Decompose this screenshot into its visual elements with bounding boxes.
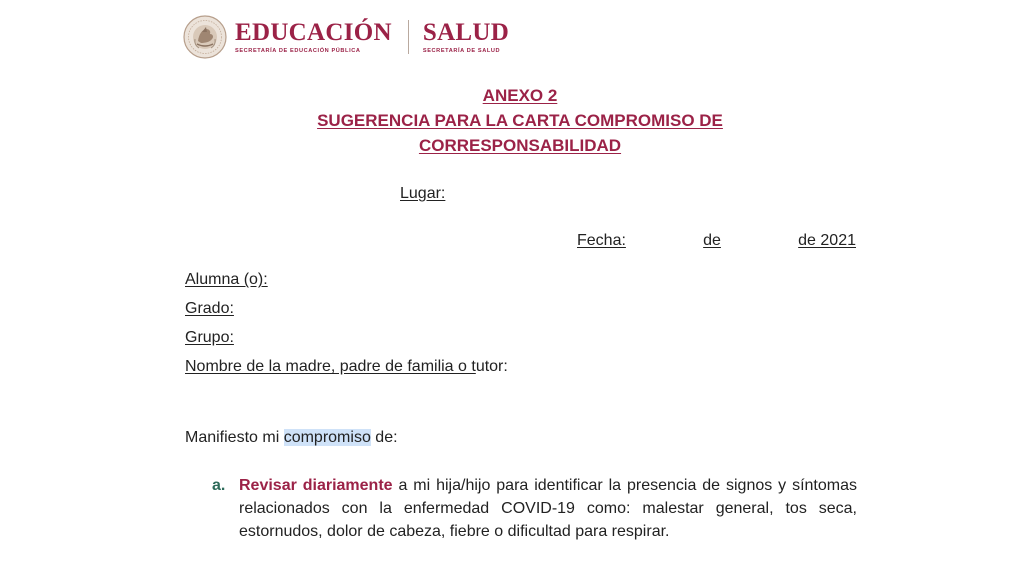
salud-brand-subtitle: SECRETARÍA DE SALUD — [422, 48, 501, 54]
commitment-suffix: de: — [370, 429, 398, 446]
grade-field-label: Grado: — [185, 300, 234, 317]
title-annex: ANEXO 2 — [482, 86, 558, 105]
header-logos — [183, 14, 509, 60]
item-marker: a. — [212, 477, 226, 494]
item-text — [239, 474, 857, 543]
commitment-statement — [185, 428, 398, 448]
date-field — [577, 231, 856, 251]
item-bold-lead: Revisar diariamente — [239, 477, 393, 494]
selected-word-compromiso[interactable]: compromiso — [283, 429, 371, 446]
title-line-3: CORRESPONSABILIDAD — [418, 136, 622, 155]
educacion-brand-subtitle: SECRETARÍA DE EDUCACIÓN PÚBLICA — [235, 48, 361, 54]
guardian-name-rest: utor: — [475, 358, 508, 375]
guardian-name-field-label — [185, 357, 508, 377]
salud-brand — [423, 20, 509, 54]
document-title — [0, 83, 1024, 158]
commitment-prefix: Manifiesto mi — [185, 429, 284, 446]
brand-divider — [408, 20, 409, 54]
place-field-label: Lugar: — [400, 185, 446, 202]
salud-brand-name: SALUD — [422, 19, 510, 46]
commitment-item-a — [212, 474, 857, 543]
date-field-de-1: de — [703, 232, 721, 249]
title-line-2: SUGERENCIA PARA LA CARTA COMPROMISO DE — [317, 111, 723, 130]
educacion-brand-name: EDUCACIÓN — [235, 19, 392, 46]
student-field-label: Alumna (o): — [185, 271, 268, 288]
group-field-label: Grupo: — [185, 329, 234, 346]
educacion-brand — [235, 20, 392, 54]
coat-of-arms-seal-icon — [183, 15, 227, 59]
date-field-year: de 2021 — [798, 232, 856, 249]
date-field-label: Fecha: — [577, 232, 626, 249]
item-body: a mi hija/hijo para identificar la presencia de signos y síntomas relacionados con la enfermedad COVID-19 como: malestar general, tos seca, estornudos, dolor de cabeza, fiebre o dificultad para respirar. — [239, 477, 858, 540]
guardian-name-underlined: Nombre de la madre, padre de familia o t — [185, 358, 476, 375]
